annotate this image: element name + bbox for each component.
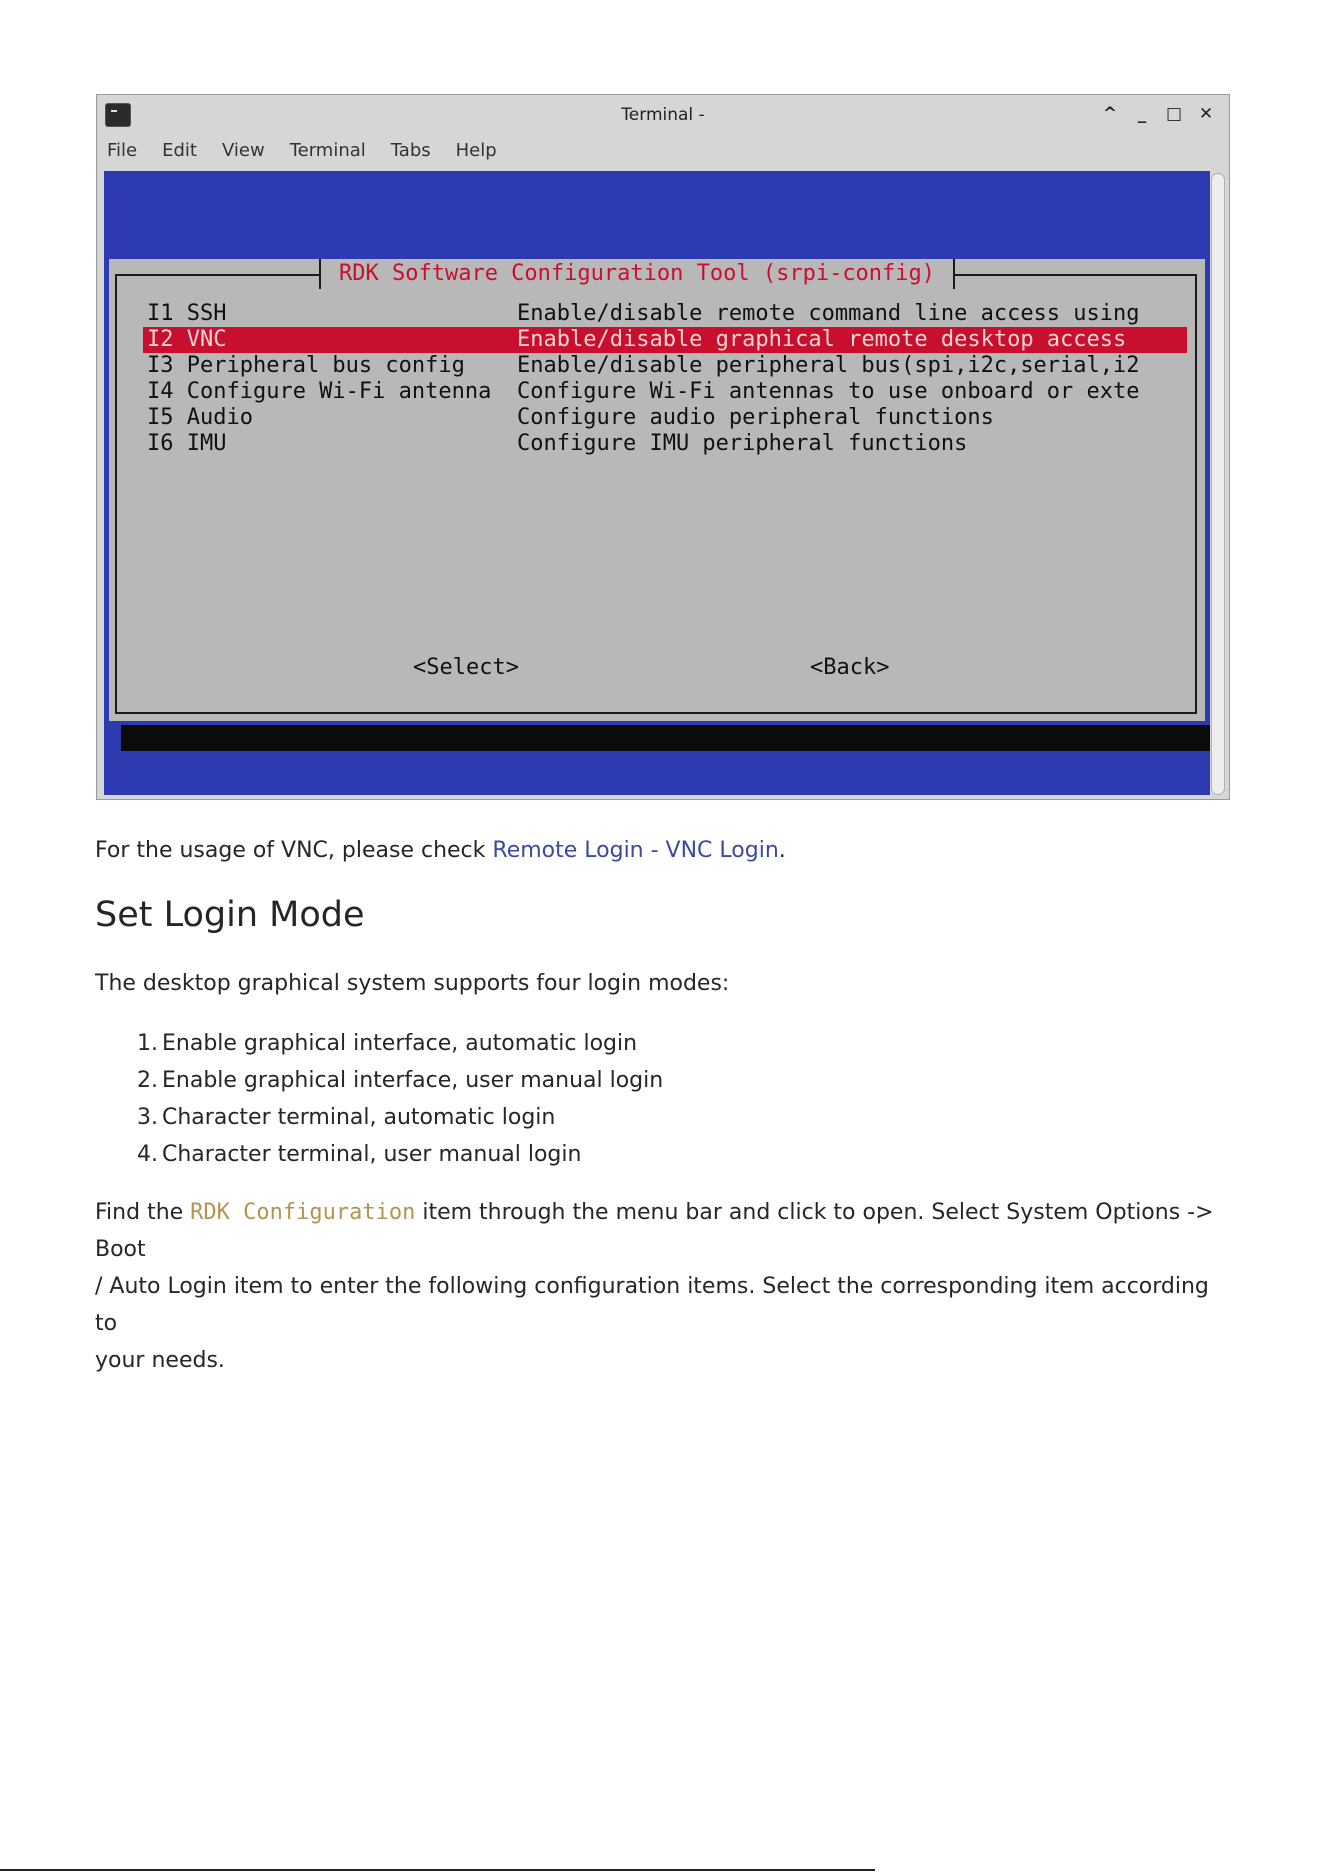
menu-file[interactable]: File bbox=[107, 140, 138, 161]
menu-item-ssh[interactable] bbox=[143, 301, 1187, 327]
config-dialog bbox=[109, 259, 1205, 721]
list-number: 3. bbox=[137, 1105, 158, 1130]
menu-item-audio[interactable] bbox=[143, 405, 1187, 431]
list-item bbox=[95, 1099, 663, 1136]
menu-item-name: I3 Peripheral bus config bbox=[147, 353, 465, 378]
menu-item-desc: Configure IMU peripheral functions bbox=[517, 431, 968, 456]
menu-item-desc: Enable/disable graphical remote desktop access bbox=[517, 327, 1127, 352]
terminal-scrollbar[interactable] bbox=[1211, 173, 1225, 795]
menu-view[interactable]: View bbox=[221, 140, 265, 161]
list-number: 2. bbox=[137, 1068, 158, 1093]
find-prefix: Find the bbox=[95, 1200, 191, 1225]
instructions-line-3: your needs. bbox=[95, 1348, 225, 1373]
terminal-title: Terminal - bbox=[621, 105, 705, 125]
vnc-login-link[interactable]: Remote Login - VNC Login bbox=[492, 838, 779, 863]
menu-item-desc: Configure Wi-Fi antennas to use onboard or exte bbox=[517, 379, 1140, 404]
login-mode-list bbox=[95, 1025, 663, 1173]
menu-help[interactable]: Help bbox=[455, 140, 497, 161]
list-text: Enable graphical interface, automatic login bbox=[162, 1031, 638, 1056]
select-button[interactable]: <Select> bbox=[413, 655, 519, 680]
list-item bbox=[95, 1062, 663, 1099]
list-number: 1. bbox=[137, 1031, 158, 1056]
rdk-configuration-code: RDK Configuration bbox=[190, 1200, 416, 1225]
terminal-screen bbox=[104, 171, 1210, 795]
terminal-window bbox=[96, 94, 1230, 800]
collapse-icon[interactable]: ^ bbox=[1102, 104, 1118, 124]
vnc-usage-paragraph bbox=[95, 832, 1235, 869]
list-item bbox=[95, 1136, 663, 1173]
menu-item-name: I6 IMU bbox=[147, 431, 227, 456]
menu-item-name: I4 Configure Wi-Fi antenna bbox=[147, 379, 492, 404]
menu-item-peripheral-bus[interactable] bbox=[143, 353, 1187, 379]
menu-item-name: I5 Audio bbox=[147, 405, 253, 430]
menu-item-vnc[interactable] bbox=[143, 327, 1187, 353]
menu-item-name: I2 VNC bbox=[147, 327, 227, 352]
menu-item-name: I1 SSH bbox=[147, 301, 227, 326]
config-menu-list bbox=[143, 301, 1187, 457]
menu-item-desc: Enable/disable remote command line access using bbox=[517, 301, 1140, 326]
minimize-icon[interactable]: _ bbox=[1137, 104, 1147, 124]
instructions-paragraph bbox=[95, 1194, 1235, 1379]
vnc-prefix: For the usage of VNC, please check bbox=[95, 838, 493, 863]
window-controls bbox=[1095, 101, 1221, 127]
footer-divider bbox=[0, 1869, 875, 1871]
close-icon[interactable]: ✕ bbox=[1198, 104, 1214, 124]
dialog-shadow bbox=[121, 725, 1210, 751]
maximize-icon[interactable]: □ bbox=[1165, 104, 1183, 124]
menu-item-imu[interactable] bbox=[143, 431, 1187, 457]
terminal-menubar bbox=[97, 137, 522, 165]
menu-edit[interactable]: Edit bbox=[162, 140, 197, 161]
list-number: 4. bbox=[137, 1142, 158, 1167]
vnc-suffix: . bbox=[778, 838, 786, 863]
menu-item-desc: Configure audio peripheral functions bbox=[517, 405, 994, 430]
instructions-line-1 bbox=[95, 1194, 1235, 1268]
intro-paragraph: The desktop graphical system supports four login modes: bbox=[95, 971, 730, 996]
menu-item-wifi-antenna[interactable] bbox=[143, 379, 1187, 405]
list-text: Character terminal, automatic login bbox=[162, 1105, 556, 1130]
dialog-title: RDK Software Configuration Tool (srpi-config) bbox=[319, 259, 955, 289]
menu-terminal[interactable]: Terminal bbox=[289, 140, 366, 161]
instructions-line-2: / Auto Login item to enter the following configuration items. Select the corresponding item according to bbox=[95, 1274, 1209, 1336]
list-text: Enable graphical interface, user manual login bbox=[162, 1068, 664, 1093]
find-line1-rest: item through the menu bar and click to open. Select System Options -> Boot bbox=[95, 1200, 1214, 1262]
menu-item-desc: Enable/disable peripheral bus(spi,i2c,serial,i2 bbox=[517, 353, 1140, 378]
section-heading: Set Login Mode bbox=[95, 895, 365, 935]
menu-tabs[interactable]: Tabs bbox=[390, 140, 431, 161]
terminal-titlebar bbox=[97, 95, 1229, 133]
list-item bbox=[95, 1025, 663, 1062]
back-button[interactable]: <Back> bbox=[810, 655, 890, 680]
list-text: Character terminal, user manual login bbox=[162, 1142, 582, 1167]
